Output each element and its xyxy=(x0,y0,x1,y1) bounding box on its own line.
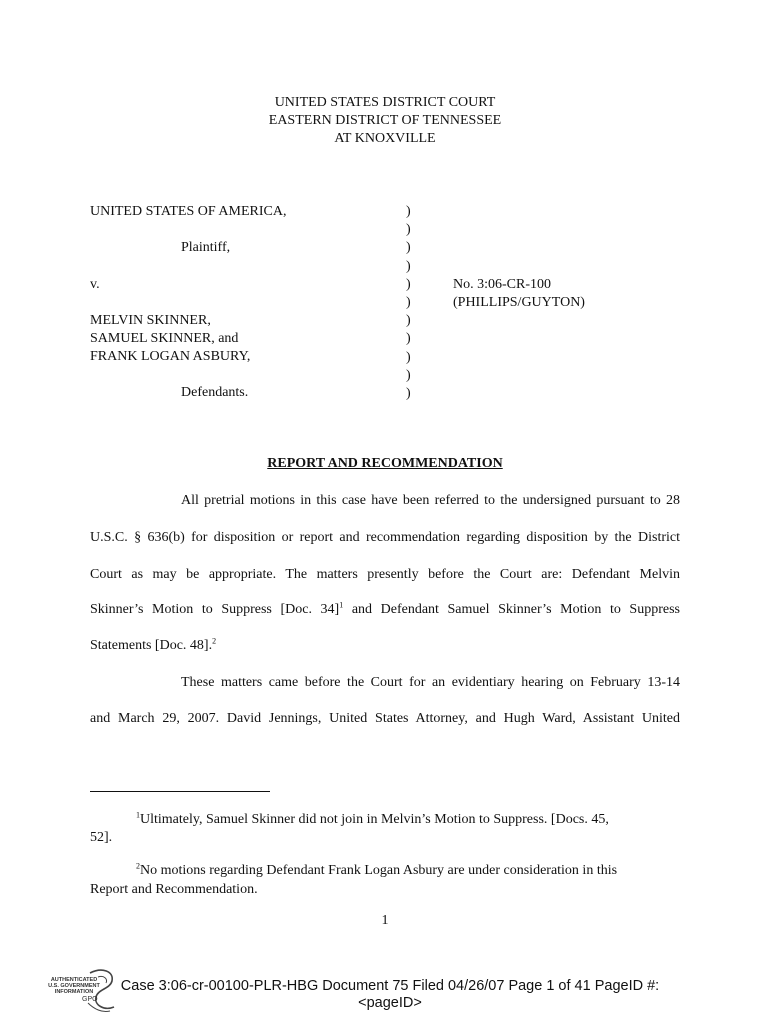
footnote-text: 52]. xyxy=(90,830,113,845)
plaintiff-role: Plaintiff, xyxy=(181,240,231,255)
caption-paren: ) xyxy=(406,349,411,365)
gpo-text-line: AUTHENTICATED xyxy=(50,977,98,983)
caption-paren: ) xyxy=(406,240,411,256)
case-number: No. 3:06-CR-100 xyxy=(453,277,551,292)
defendant-name: SAMUEL SKINNER, and xyxy=(90,331,239,346)
document-title: REPORT AND RECOMMENDATION xyxy=(267,456,503,471)
versus: v. xyxy=(90,277,100,292)
body-text: Skinner’s Motion to Suppress [Doc. 34] xyxy=(90,602,340,617)
body-line: and March 29, 2007. David Jennings, United States Attorney, and Hugh Ward, Assistant United xyxy=(90,711,680,726)
court-district: EASTERN DISTRICT OF TENNESSEE xyxy=(268,113,502,128)
caption-parentheses xyxy=(406,203,411,403)
footnote-ref: 1 xyxy=(339,600,344,610)
footnote-text: Ultimately, Samuel Skinner did not join in Melvin’s Motion to Suppress. [Docs. 45, xyxy=(140,812,609,827)
body-line xyxy=(90,601,680,619)
gpo-text-line: U.S. GOVERNMENT xyxy=(48,983,100,989)
body-line: All pretrial motions in this case have been referred to the undersigned pursuant to 28 xyxy=(181,493,680,508)
caption-paren: ) xyxy=(406,258,411,274)
caption-paren: ) xyxy=(406,385,411,401)
caption-paren: ) xyxy=(406,367,411,383)
defendant-name: MELVIN SKINNER, xyxy=(90,313,211,328)
defendant-role: Defendants. xyxy=(181,385,249,400)
footnote-1 xyxy=(136,811,609,829)
body-text: and Defendant Samuel Skinner’s Motion to Suppress xyxy=(343,602,680,617)
defendant-name: FRANK LOGAN ASBURY, xyxy=(90,349,251,364)
filing-info: Case 3:06-cr-00100-PLR-HBG Document 75 Filed 04/26/07 Page 1 of 41 PageID #: xyxy=(120,978,660,994)
footnote-mark: 1 xyxy=(136,810,140,820)
footnote-ref: 2 xyxy=(212,636,217,646)
body-line: These matters came before the Court for an evidentiary hearing on February 13-14 xyxy=(181,675,680,690)
footnote-divider xyxy=(90,791,270,792)
case-caption xyxy=(0,0,770,420)
body-text: Statements [Doc. 48]. xyxy=(90,638,213,653)
plaintiff-party: UNITED STATES OF AMERICA, xyxy=(90,204,287,219)
footnote-mark: 2 xyxy=(136,861,140,871)
page-number: 1 xyxy=(381,913,389,928)
page-id: <pageID> xyxy=(358,995,422,1011)
footnote-text: Report and Recommendation. xyxy=(90,882,258,897)
caption-paren: ) xyxy=(406,331,411,347)
caption-paren: ) xyxy=(406,276,411,292)
caption-paren: ) xyxy=(406,204,411,219)
body-line xyxy=(90,637,680,655)
gpo-label: GPO xyxy=(82,996,98,1003)
gpo-text-line: INFORMATION xyxy=(54,989,94,995)
assigned-judges: (PHILLIPS/GUYTON) xyxy=(453,295,585,310)
caption-paren: ) xyxy=(406,222,411,238)
footnote-text: No motions regarding Defendant Frank Logan Asbury are under consideration in this xyxy=(140,863,618,878)
court-location: AT KNOXVILLE xyxy=(334,131,436,146)
body-line: U.S.C. § 636(b) for disposition or report and recommendation regarding disposition by the District xyxy=(90,530,680,545)
court-name: UNITED STATES DISTRICT COURT xyxy=(274,95,496,110)
caption-paren: ) xyxy=(406,294,411,310)
caption-paren: ) xyxy=(406,313,411,329)
filing-footer xyxy=(90,978,690,1012)
body-line: Court as may be appropriate. The matters presently before the Court are: Defendant Melvin xyxy=(90,567,680,582)
footnote-2 xyxy=(136,862,617,880)
